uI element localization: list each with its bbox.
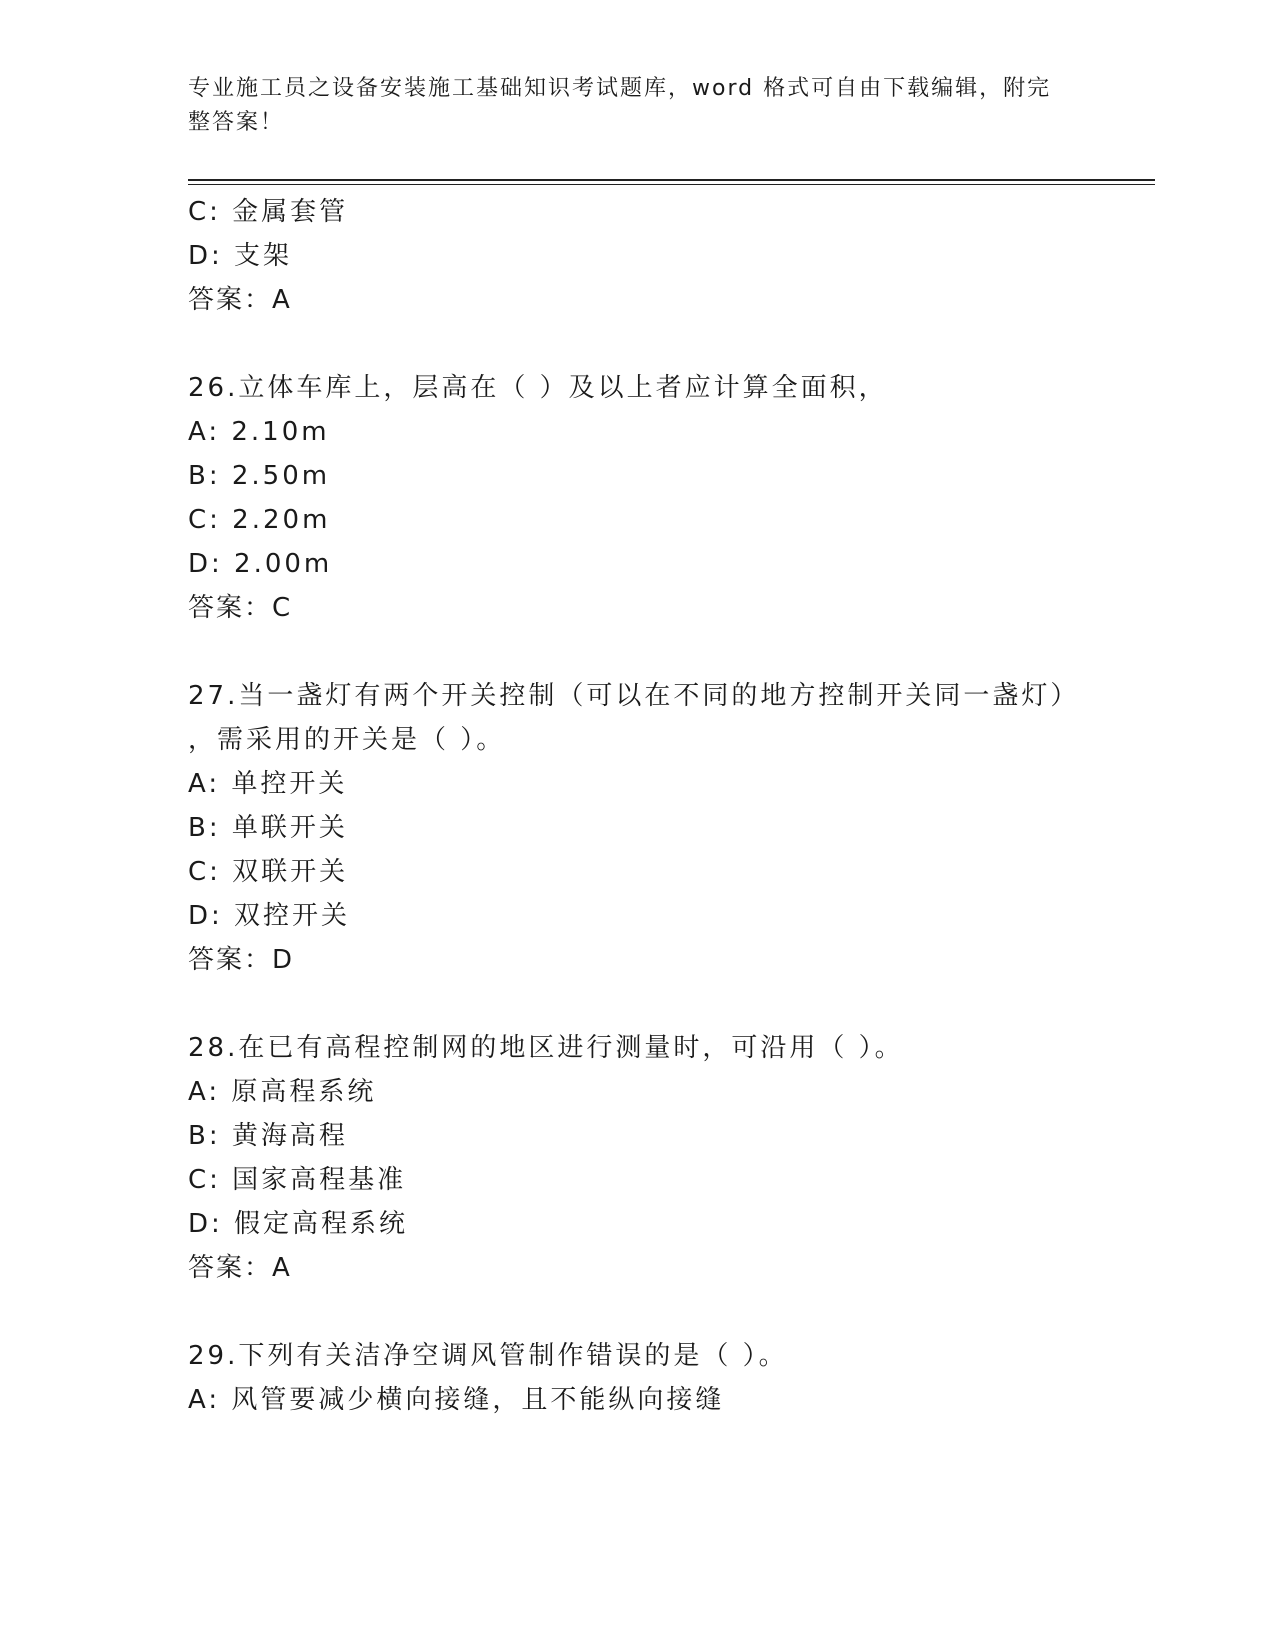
header-divider-thick bbox=[188, 179, 1155, 181]
header-divider-thin bbox=[188, 184, 1155, 185]
option-d: D: 支架 bbox=[188, 241, 293, 271]
answer-line: 答案：D bbox=[188, 945, 295, 975]
option-d: D: 假定高程系统 bbox=[188, 1209, 409, 1239]
option-d: D: 双控开关 bbox=[188, 901, 351, 931]
option-b: B: 黄海高程 bbox=[188, 1121, 348, 1151]
option-a: A: 风管要减少横向接缝，且不能纵向接缝 bbox=[188, 1385, 725, 1415]
question-27: 27.当一盏灯有两个开关控制（可以在不同的地方控制开关同一盏灯） bbox=[188, 681, 1080, 711]
answer-line: 答案：C bbox=[188, 593, 293, 623]
answer-line: 答案：A bbox=[188, 1253, 292, 1283]
answer-line: 答案：A bbox=[188, 285, 292, 315]
document-header: 专业施工员之设备安装施工基础知识考试题库，word 格式可自由下载编辑，附完整答案！ bbox=[188, 76, 1052, 135]
question-28: 28.在已有高程控制网的地区进行测量时，可沿用（ ）。 bbox=[188, 1033, 904, 1063]
question-27-continued: ，需采用的开关是（ ）。 bbox=[188, 725, 506, 755]
option-c: C: 金属套管 bbox=[188, 197, 349, 227]
option-a: A: 原高程系统 bbox=[188, 1077, 377, 1107]
option-d: D: 2.00m bbox=[188, 549, 333, 579]
question-26: 26.立体车库上，层高在（ ）及以上者应计算全面积， bbox=[188, 373, 888, 403]
question-29: 29.下列有关洁净空调风管制作错误的是（ ）。 bbox=[188, 1341, 788, 1371]
option-b: B: 2.50m bbox=[188, 461, 331, 491]
option-b: B: 单联开关 bbox=[188, 813, 348, 843]
option-a: A: 2.10m bbox=[188, 417, 330, 447]
option-c: C: 双联开关 bbox=[188, 857, 349, 887]
option-c: C: 2.20m bbox=[188, 505, 331, 535]
option-a: A: 单控开关 bbox=[188, 769, 348, 799]
option-c: C: 国家高程基准 bbox=[188, 1165, 407, 1195]
